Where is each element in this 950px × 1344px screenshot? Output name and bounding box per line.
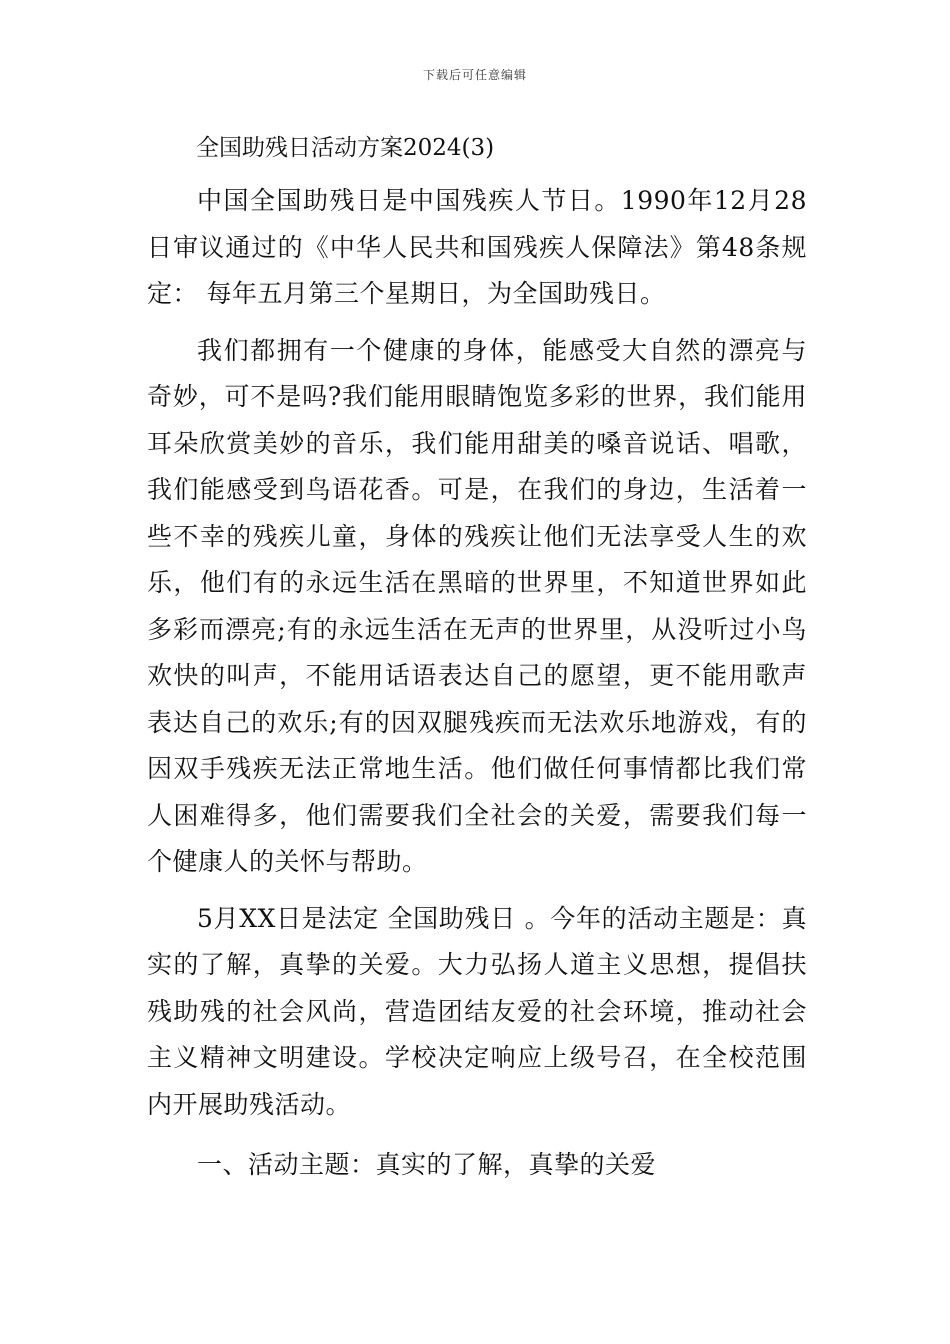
document-title: 全国助残日活动方案2024(3) <box>196 135 495 161</box>
header-note: 下载后可任意编辑 <box>422 68 527 82</box>
paragraph-theme: 5月XX日是法定 全国助残日 。今年的活动主题是：真实的了解，真挚的关爱。大力弘扬人道主义思想，提倡扶残助残的社会风尚，营造团结友爱的社会环境，推动社会主义精神文明建设。学校决定响应上级号召，在全校范围内开展助残活动。 <box>147 903 807 1119</box>
paragraph-intro: 中国全国助残日是中国残疾人节日。1990年12月28日审议通过的《中华人民共和国残疾人保障法》第48条规定： 每年五月第三个星期日，为全国助残日。 <box>147 186 807 308</box>
document-body <box>147 178 807 1199</box>
paragraph-description: 我们都拥有一个健康的身体，能感受大自然的漂亮与奇妙，可不是吗?我们能用眼睛饱览多彩的世界，我们能用耳朵欣赏美妙的音乐，我们能用甜美的嗓音说话、唱歌，我们能感受到鸟语花香。可是，在我们的身边，生活着一些不幸的残疾儿童，身体的残疾让他们无法享受人生的欢乐，他们有的永远生活在黑暗的世界里，不知道世界如此多彩而漂亮;有的永远生活在无声的世界里，从没听过小鸟欢快的叫声，不能用话语表达自己的愿望，更不能用歌声表达自己的欢乐;有的因双腿残疾而无法欢乐地游戏，有的因双手残疾无法正常地生活。他们做任何事情都比我们常人困难得多，他们需要我们全社会的关爱，需要我们每一个健康人的关怀与帮助。 <box>147 335 807 876</box>
section-heading-theme: 一、活动主题：真实的了解，真挚的关爱 <box>197 1150 657 1179</box>
